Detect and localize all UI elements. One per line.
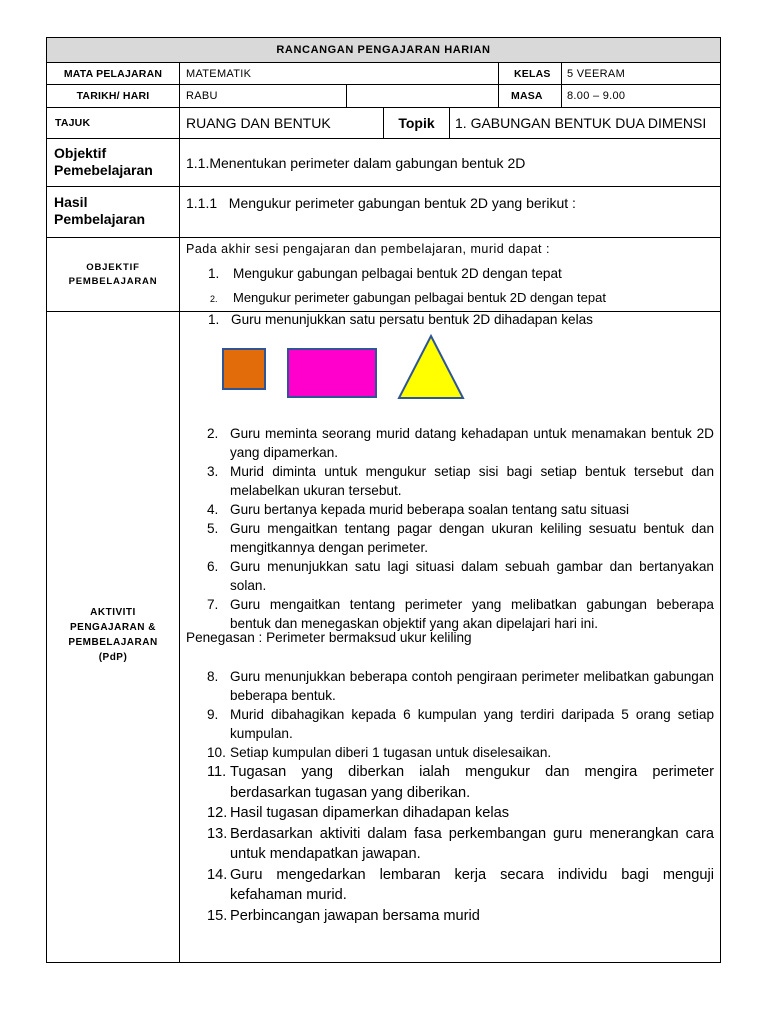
activity-number: 14. [207,866,228,883]
date-label: TARIKH/ HARI [76,90,150,102]
activity-item [180,705,720,743]
activity-number: 10. [207,745,226,760]
class-value: 5 VEERAM [567,67,626,80]
activity-text: Guru mengaitkan tentang pagar dengan ukuran keliling sesuatu bentuk dan mengitkannya dengan perimeter. [230,521,714,555]
activity-number: 15. [207,907,228,924]
time-label: MASA [511,90,543,102]
tajuk-label: TAJUK [55,117,91,129]
topik-value: 1. GABUNGAN BENTUK DUA DIMENSI [455,115,707,131]
objective-label: Objektif Pemebelajaran [54,145,153,178]
tajuk-value: RUANG DAN BENTUK [186,115,331,131]
activity-text: Berdasarkan aktiviti dalam fasa perkembangan guru menerangkan cara untuk mendapatkan jawapan. [230,825,714,862]
outcome-label: Hasil Pembelajaran [54,194,146,227]
activity-number: 12. [207,805,228,821]
activity-item [180,762,720,803]
activity-text: Murid dibahagikan kepada 6 kumpulan yang terdiri daripada 5 orang setiap kumpulan. [230,707,714,741]
activity-number: 6. [207,559,219,574]
yellow-triangle-shape [396,334,466,400]
activity-number: 5. [207,521,219,536]
date-value: RABU [186,90,218,102]
activity-text: Tugasan yang diberkan ialah mengukur dan mengira perimeter berdasarkan tugasan yang diberikan. [230,764,714,801]
activity-item [180,519,720,557]
activity-item [180,865,720,906]
activities-list-b [180,667,720,926]
learning-objective-item: 2. Mengukur perimeter gabungan pelbagai bentuk 2D dengan tepat [210,290,606,305]
header-title-cell [47,38,720,62]
activity-number: 11. [207,764,227,780]
topik-label: Topik [398,115,435,131]
header-title: RANCANGAN PENGAJARAN HARIAN [276,44,491,56]
activities-list-a [180,424,720,633]
activity-text: Hasil tugasan dipamerkan dihadapan kelas [230,805,510,821]
activity-number: 9. [207,707,219,722]
activity-item [180,595,720,633]
activities-emphasis: Penegasan : Perimeter bermaksud ukur keliling [186,630,472,645]
activity-item [180,906,720,927]
activity-item [180,462,720,500]
activity-number: 8. [207,669,219,684]
objective-value: 1.1.Menentukan perimeter dalam gabungan bentuk 2D [186,154,526,171]
activity-item [180,803,720,824]
time-value: 8.00 – 9.00 [567,90,626,102]
subject-value: MATEMATIK [186,67,252,80]
magenta-rectangle-shape [287,348,377,398]
learning-objective-label: OBJEKTIF PEMBELAJARAN [68,261,158,287]
activity-text: Murid diminta untuk mengukur setiap sisi bagi setiap bentuk tersebut dan melabelkan ukuran tersebut. [230,464,714,498]
orange-square-shape [222,348,266,390]
activity-item [180,557,720,595]
activity-text: Perbincangan jawapan bersama murid [230,907,480,924]
activity-text: Guru menunjukkan satu lagi situasi dalam sebuah gambar dan bertanyakan solan. [230,559,714,593]
activity-item: 1. Guru menunjukkan satu persatu bentuk 2D dihadapan kelas [208,312,593,327]
activity-item [180,824,720,865]
activity-item [180,424,720,462]
activity-item [180,743,720,762]
activity-number: 2. [207,426,219,441]
activity-text: Guru mengaitkan tentang perimeter yang melibatkan gabungan beberapa bentuk dan menegaskan objektif yang akan dipelajari hari ini. [230,597,714,631]
activity-number: 7. [207,597,219,612]
activity-number: 4. [207,502,219,517]
subject-label: MATA PELAJARAN [63,67,163,80]
activity-text: Setiap kumpulan diberi 1 tugasan untuk diselesaikan. [230,745,552,760]
activity-number: 3. [207,464,219,479]
activity-number: 13. [207,825,228,842]
learning-objective-item: 1. Mengukur gabungan pelbagai bentuk 2D dengan tepat [208,266,562,281]
learning-objective-intro: Pada akhir sesi pengajaran dan pembelajaran, murid dapat : [186,242,550,256]
activity-text: Guru bertanya kepada murid beberapa soalan tentang satu situasi [230,502,630,517]
activity-item [180,667,720,705]
activity-text: Guru meminta seorang murid datang kehadapan untuk menamakan bentuk 2D yang dipamerkan. [230,426,714,460]
activity-item [180,500,720,519]
activity-text: Guru menunjukkan beberapa contoh pengiraan perimeter melibatkan gabungan beberapa bentuk. [230,669,714,703]
outcome-value: 1.1.1 Mengukur perimeter gabungan bentuk 2D yang berikut : [186,195,576,211]
class-label: KELAS [514,67,551,80]
activities-label: AKTIVITI PENGAJARAN & PEMBELAJARAN (PdP) [68,607,158,663]
activity-text: Guru mengedarkan lembaran kerja secara individu bagi menguji kefahaman murid. [230,866,714,903]
